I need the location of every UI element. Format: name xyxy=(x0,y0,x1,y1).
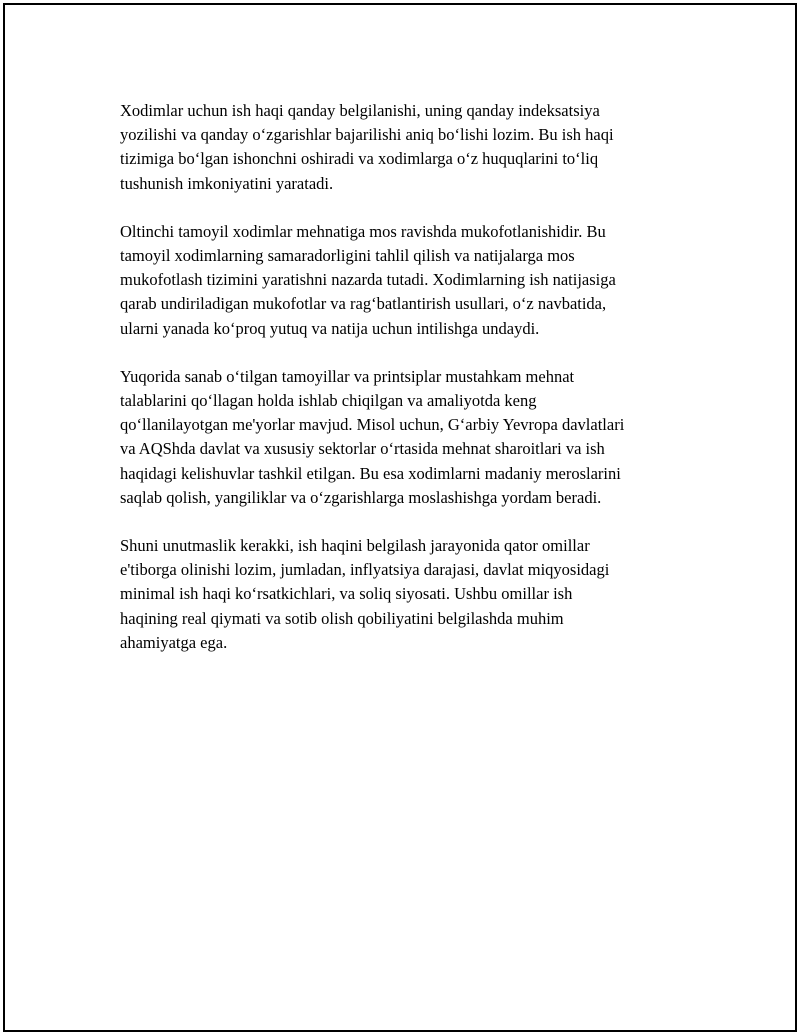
text-line: haqining real qiymati va sotib olish qobiliyatini belgilashda muhim xyxy=(120,608,564,628)
text-line: va AQShda davlat va xususiy sektorlar o‘rtasida mehnat sharoitlari va ish xyxy=(120,439,605,459)
text-line: Shuni unutmaslik kerakki, ish haqini belgilash jarayonida qator omillar xyxy=(120,536,590,556)
text-line: tamoyil xodimlarning samaradorligini tahlil qilish va natijalarga mos xyxy=(120,246,575,266)
text-line: Xodimlar uchun ish haqi qanday belgilanishi, uning qanday indeksatsiya xyxy=(120,101,600,120)
text-line: tizimiga bo‘lgan ishonchni oshiradi va xodimlarga o‘z huquqlarini to‘liq xyxy=(120,149,599,169)
text-line: talablarini qo‘llagan holda ishlab chiqilgan va amaliyotda keng xyxy=(120,391,537,411)
paragraph-4 xyxy=(120,534,700,655)
document-body xyxy=(120,99,700,679)
text-line: yozilishi va qanday o‘zgarishlar bajarilishi aniq bo‘lishi lozim. Bu ish haqi xyxy=(120,125,614,145)
paragraph-3 xyxy=(120,365,700,510)
document-page xyxy=(3,3,797,1032)
text-line: haqidagi kelishuvlar tashkil etilgan. Bu esa xodimlarni madaniy meroslarini xyxy=(120,463,621,483)
text-line: minimal ish haqi ko‘rsatkichlari, va soliq siyosati. Ushbu omillar ish xyxy=(120,584,573,604)
text-line: Yuqorida sanab o‘tilgan tamoyillar va printsiplar mustahkam mehnat xyxy=(120,366,575,386)
text-line: Oltinchi tamoyil xodimlar mehnatiga mos ravishda mukofotlanishidir. Bu xyxy=(120,221,606,241)
paragraph-2 xyxy=(120,220,700,341)
text-line: mukofotlash tizimini yaratishni nazarda tutadi. Xodimlarning ish natijasiga xyxy=(120,270,616,290)
text-line: qarab undiriladigan mukofotlar va rag‘batlantirish usullari, o‘z navbatida, xyxy=(120,294,607,314)
text-line: e'tiborga olinishi lozim, jumladan, inflyatsiya darajasi, davlat miqyosidagi xyxy=(120,560,610,580)
text-line: qo‘llanilayotgan me'yorlar mavjud. Misol uchun, G‘arbiy Yevropa davlatlari xyxy=(120,415,625,435)
text-line: tushunish imkoniyatini yaratadi. xyxy=(120,173,334,193)
text-line: saqlab qolish, yangiliklar va o‘zgarishlarga moslashishga yordam beradi. xyxy=(120,487,602,507)
text-line: ularni yanada ko‘proq yutuq va natija uchun intilishga undaydi. xyxy=(120,318,540,338)
text-line: ahamiyatga ega. xyxy=(120,632,228,652)
paragraph-1 xyxy=(120,99,700,196)
